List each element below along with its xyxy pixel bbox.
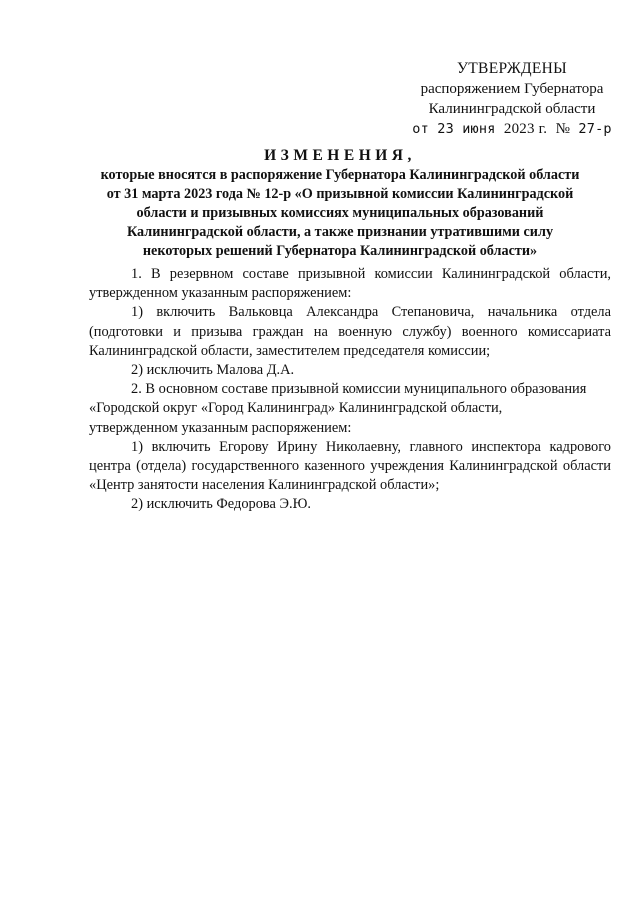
paragraph-1-item-1: 1) включить Вальковца Александра Степановича, начальника отдела (подготовки и призыва граждан на военную службу) военного комиссариата Калининградской области, заместителем председателя комиссии; <box>89 304 611 359</box>
paragraph-2-item-1: 1) включить Егорову Ирину Николаевну, главного инспектора кадрового центра (отдела) государственного казенного учреждения Калининградской области «Центр занятости населения Калининградской области»; <box>89 438 611 494</box>
paragraph-2-line-3: утвержденном указанным распоряжением: <box>89 419 352 436</box>
document-title <box>70 145 610 261</box>
paragraph-1-item-2: 2) исключить Малова Д.А. <box>131 362 295 379</box>
word: «Городской <box>89 400 160 417</box>
approval-stamp <box>412 59 612 139</box>
approval-number: 27-р <box>578 121 612 137</box>
title-line: некоторых решений Губернатора Калининградской области» <box>142 243 538 259</box>
word: Калининградской <box>338 400 447 417</box>
word: Калининград» <box>247 400 336 417</box>
word: округ <box>162 400 198 417</box>
title-line: Калининградской области, а также признании утратившими силу <box>126 224 554 240</box>
paragraph-2-line-2 <box>89 399 611 418</box>
approved-label: УТВЕРЖДЕНЫ <box>457 60 567 77</box>
title-line: области и призывных комиссиях муниципальных образований <box>136 205 544 221</box>
paragraph-1: 1. В резервном составе призывной комиссии Калининградской области, утвержденном указанным распоряжением: <box>89 266 611 302</box>
approval-line-2: Калининградской области <box>428 101 596 117</box>
number-sign: № <box>555 121 571 137</box>
document-body <box>89 265 611 515</box>
date-prefix: от <box>412 121 429 137</box>
paragraph-2 <box>89 380 611 438</box>
title-line: которые вносятся в распоряжение Губернатора Калининградской области <box>100 167 580 183</box>
approval-line-1: распоряжением Губернатора <box>420 81 604 97</box>
word: «Город <box>200 400 244 417</box>
approval-year: 2023 г. <box>503 121 548 137</box>
word: области, <box>450 400 503 417</box>
title-line: от 31 марта 2023 года № 12-р «О призывной комиссии Калининградской <box>106 186 574 202</box>
approval-date: 23 июня <box>437 121 496 137</box>
paragraph-2-line-1: 2. В основном составе призывной комиссии муниципального образования <box>131 381 587 398</box>
paragraph-2-item-2: 2) исключить Федорова Э.Ю. <box>131 496 311 513</box>
title-heading: ИЗМЕНЕНИЯ, <box>264 147 416 164</box>
approval-date-line <box>412 119 612 139</box>
